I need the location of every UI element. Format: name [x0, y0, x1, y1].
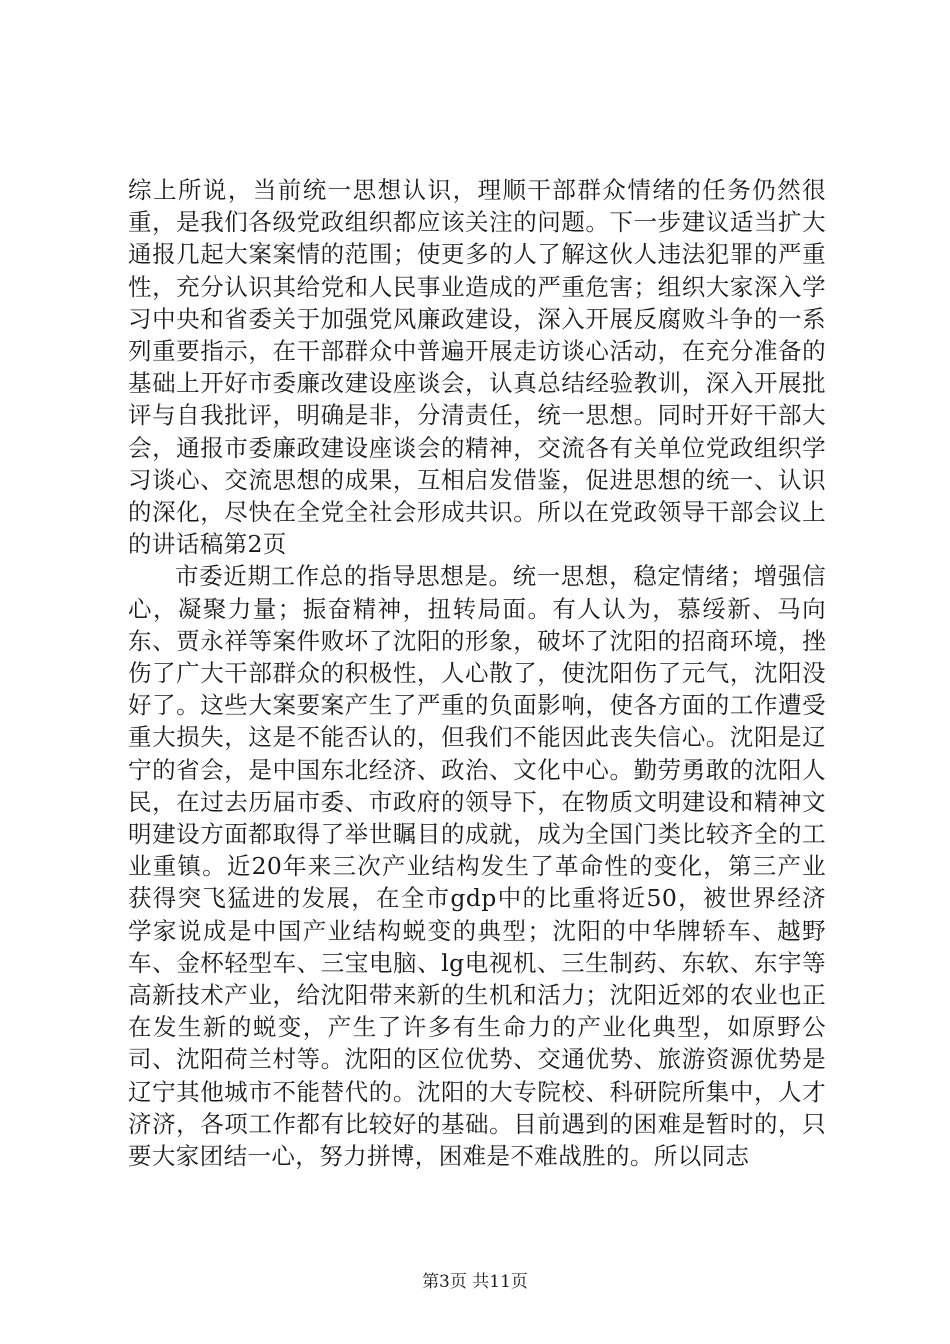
- paragraph-2: 市委近期工作总的指导思想是。统一思想，稳定情绪；增强信心，凝聚力量；振奋精神，扭转局面。有人认为，慕绥新、马向东、贾永祥等案件败坏了沈阳的形象，破坏了沈阳的招商环境，挫伤了广大干部群众的积极性，人心散了，使沈阳伤了元气，沈阳没好了。这些大案要案产生了严重的负面影响，使各方面的工作遭受重大损失，这是不能否认的，但我们不能因此丧失信心。沈阳是辽宁的省会，是中国东北经济、政治、文化中心。勤劳勇敢的沈阳人民，在过去历届市委、市政府的领导下，在物质文明建设和精神文明建设方面都取得了举世瞩目的成就，成为全国门类比较齐全的工业重镇。近20年来三次产业结构发生了革命性的变化，第三产业获得突飞猛进的发展，在全市gdp中的比重将近50，被世界经济学家说成是中国产业结构蜕变的典型；沈阳的中华牌轿车、越野车、金杯轻型车、三宝电脑、lg电视机、三生制药、东软、东宇等高新技术产业，给沈阳带来新的生机和活力；沈阳近郊的农业也正在发生新的蜕变，产生了许多有生命力的产业化典型，如原野公司、沈阳荷兰村等。沈阳的区位优势、交通优势、旅游资源优势是辽宁其他城市不能替代的。沈阳的大专院校、科研院所集中，人才济济，各项工作都有比较好的基础。目前遇到的困难是暂时的，只要大家团结一心，努力拼博，困难是不难战胜的。所以同志: [128, 562, 826, 1171]
- paragraph-1: 综上所说，当前统一思想认识，理顺干部群众情绪的任务仍然很重，是我们各级党政组织都应该关注的问题。下一步建议适当扩大通报几起大案案情的范围；使更多的人了解这伙人违法犯罪的严重性，充分认识其给党和人民事业造成的严重危害；组织大家深入学习中央和省委关于加强党风廉政建设，深入开展反腐败斗争的一系列重要指示，在干部群众中普遍开展走访谈心活动，在充分准备的基础上开好市委廉改建设座谈会，认真总结经验教训，深入开展批评与自我批评，明确是非，分清责任，统一思想。同时开好干部大会，通报市委廉政建设座谈会的精神，交流各有关单位党政组织学习谈心、交流思想的成果，互相启发借鉴，促进思想的统一、认识的深化，尽快在全党全社会形成共识。所以在党政领导干部会议上的讲话稿第2页: [128, 176, 826, 559]
- page-footer: 第3页 共11页: [422, 1272, 528, 1292]
- document-body: [128, 174, 826, 1172]
